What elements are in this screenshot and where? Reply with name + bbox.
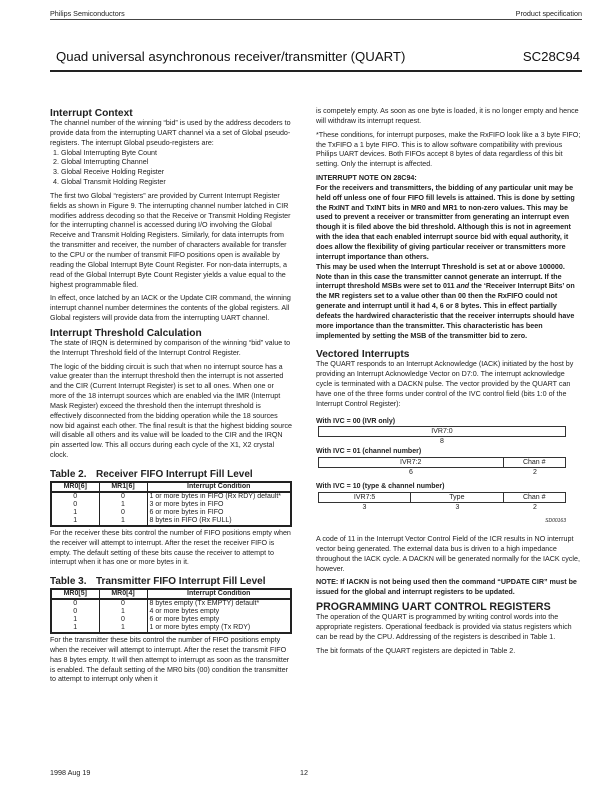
cell: 1: [99, 517, 147, 526]
col-header: Interrupt Condition: [147, 482, 291, 492]
text: the ‘Receiver Interrupt Bits’ on the MR registers set to a value other than 00 then the RxFIFO could not generate and interrupt until it had 4, 6 or 8 bytes. This in effect partially defeats the hardwired characteristic that the receiver interrupts should have more importance than the transmitter. This characteristic has been implemented by setting the MSB of the transmitter bid to zero.: [316, 282, 575, 340]
col-header: MR0[6]: [51, 482, 99, 492]
part-number: SC28C94: [522, 49, 580, 64]
text: This may be used when the Interrupt Threshold is set at or above 100000. Note than in this case the transmitter cannot generate an interrupt. If the interrupt threshold MSBs were set to 011: [316, 262, 565, 291]
col-header: Interrupt Condition: [147, 589, 291, 599]
list-item: 1. Global Interrupting Byte Count: [53, 148, 157, 157]
list-item: 2. Global Interrupting Channel: [53, 158, 149, 167]
cell: 8 bytes empty (Tx EMPTY) default*: [147, 599, 291, 608]
table-row: [51, 509, 291, 517]
paragraph: The QUART responds to an Interrupt Acknowledge (IACK) initiated by the host by providing an Interrupt Acknowledge Vector on D7:0. The interrupt acknowledge cycle is terminated with a DACKN pulse. The vector provided by the QUART can have one of the three forms under control of the IVC control field (bits 1:0 of the Interrupt Control Register):: [316, 360, 574, 408]
bit-widths: [318, 437, 566, 447]
col-header: MR0[4]: [99, 589, 147, 599]
table-row: [51, 517, 291, 526]
header-rule: [50, 19, 582, 20]
cell: 0: [51, 492, 99, 501]
table-row: [51, 599, 291, 608]
cell: 1: [99, 501, 147, 509]
cell: 6 or more bytes in FIFO: [147, 509, 291, 517]
paragraph: The channel number of the winning “bid” is used by the address decoders to provide data from the interrupting UART channel via a set of Global pseudo-registers. The interrupt Global pseudo-registers are:: [50, 119, 291, 147]
paragraph: For the receiver these bits control the number of FIFO positions empty when the receiver will attempt to interrupt. After the reset the receiver FIFO is empty. The default setting of these bits cause the receiver to attempt to interrupt when it has one or more bytes in it.: [50, 528, 291, 567]
ivc-format-10: [318, 492, 566, 503]
note-title: INTERRUPT NOTE ON 28C94:: [316, 174, 417, 183]
bit-count: 3: [455, 504, 460, 512]
cell: 1 or more bytes in FIFO (Rx RDY) default*: [147, 492, 291, 501]
paragraph: The state of IRQN is determined by comparison of the winning “bid” value to the Interrupt Threshold field of the Interrupt Control Register.: [50, 338, 291, 357]
doc-type: Product specification: [515, 9, 582, 18]
paragraph: *These conditions, for interrupt purposes, make the RxFIFO look like a 3 byte FIFO; the TxFIFO a 1 byte FIFO. This is to allow software compatibility with previous Philips UART devices. Both FIFOs accept 8 bytes of data regardless of this bit setting. Only the interrupt is affected.: [316, 130, 581, 169]
cell: 3 or more bytes in FIFO: [147, 501, 291, 509]
cell: 0: [99, 509, 147, 517]
table-row: [51, 616, 291, 624]
ivc-label: With IVC = 01 (channel number): [316, 448, 422, 456]
bit-widths: [318, 468, 566, 478]
col-header: MR1[6]: [99, 482, 147, 492]
table2-title: [50, 470, 292, 480]
ivc-label: With IVC = 00 (IVR only): [316, 417, 396, 425]
table-row: [51, 608, 291, 616]
footer-date: 1998 Aug 19: [50, 768, 91, 777]
field: IVR7:2: [319, 458, 504, 467]
heading-vectored: Vectored Interrupts: [316, 349, 410, 361]
cell: 0: [51, 599, 99, 608]
page-number: 12: [300, 768, 308, 777]
table-row: [51, 501, 291, 509]
table-transmitter-fifo: [50, 588, 292, 634]
page-title: Quad universal asynchronous receiver/transmitter (QUART): [56, 49, 406, 64]
title-rule: [50, 70, 582, 72]
text: and: [456, 282, 470, 291]
note-paragraph: For the receivers and transmitters, the bidding of any particular unit may be held off unless one of four FIFO fill levels is attained. This is done by setting the RxINT and TxINT bits in MR0 and MR1 to non-zero values. This may be used to prevent a receiver or transmitter from generating an interrupt even though it is filed above the bid threshold. Although this is not in agreement with the idea that each enabled interrupt source bid with equal authority, it does allow the flexibility of giving particular receiver or transmitters more interrupt importance than others.: [316, 183, 575, 261]
field: IVR7:5: [319, 493, 411, 502]
table-caption: Receiver FIFO Interrupt Fill Level: [96, 469, 253, 480]
field: Chan #: [522, 459, 546, 467]
bit-count: 8: [440, 438, 444, 446]
paragraph: The operation of the QUART is programmed by writing control words into the appropriate registers. Operational feedback is provided via status registers which can be read by the CPU. Addressing of the registers is described in Table 1.: [316, 613, 572, 641]
field: Type: [411, 493, 503, 502]
list-item: 3. Global Receive Holding Register: [53, 168, 165, 177]
cell: 1: [51, 624, 99, 633]
ivc-label: With IVC = 10 (type & channel number): [316, 483, 445, 491]
bit-count: 2: [533, 504, 537, 512]
table-caption: Transmitter FIFO Interrupt Fill Level: [96, 576, 266, 588]
right-column: [316, 107, 582, 660]
col-header: MR0[5]: [51, 589, 99, 599]
list-item: 4. Global Transmit Holding Register: [53, 178, 166, 187]
paragraph: A code of 11 in the Interrupt Vector Control Field of the ICR results in NO interrupt vector being generated. The external data bus is driven to a high impedance throughout the IACK cycle. A DACKN will be generated normally for the IACK cycle, however.: [316, 535, 580, 573]
paragraph: The first two Global “registers” are provided by Current Interrupt Register fields as shown in Figure 9. The interrupting channel number latched in CIR modifies address decoding so that the Receive or Transmit Holding Register for the interrupting channel is accessed during I/O involving the Global Receive and Transmit Holding Registers. Similarly, for data interrupts from the transmitter and receiver, the number of characters available for transfer to the CPU or the number of transmit FIFO positions open is available by reading the Global Interrupt Byte Count Register. For non-data interrupts, a read of the Global Interrupt Byte Count Register yields a value equal to the highest programmable filed.: [50, 191, 291, 289]
heading-interrupt-context: Interrupt Context: [50, 108, 133, 119]
table-row: [51, 492, 291, 501]
table3-title: [50, 577, 292, 587]
cell: 8 bytes in FIFO (Rx FULL): [147, 517, 291, 526]
table-row: [51, 624, 291, 633]
paragraph: is competely empty. As soon as one byte is loaded, it is no longer empty and hence will withdraw its interrupt request.: [316, 107, 579, 125]
cell: 0: [99, 616, 147, 624]
table-number: Table 2.: [50, 469, 87, 480]
ivc-format-00: [318, 426, 566, 437]
paragraph: The logic of the bidding circuit is such that when no interrupt source has a value greater than the interrupt threshold then the interrupt is not asserted and the CIR (Current Interrupt Register) is set to all ones. When one or more of the 18 interrupt sources which are enabled via the IMR (Interrupt Mask Register) exceed the threshold then the interrupt threshold is effectively disconnected from the bidding operation while the 18 sources now bid against each other. The final result is that the highest bidding source will disable all others and its value will be loaded to the CIR and the IRQN pin asserted low. This all occurs during each cycle of the X1, X2 crystal clock.: [50, 362, 293, 460]
cell: 1: [51, 616, 99, 624]
bit-count: 3: [362, 504, 367, 512]
cell: 1: [51, 517, 99, 526]
heading-threshold: Interrupt Threshold Calculation: [50, 327, 202, 339]
heading-programming: PROGRAMMING UART CONTROL REGISTERS: [316, 601, 551, 614]
cell: 1 or more bytes empty (Tx RDY): [147, 624, 291, 633]
cell: 1: [51, 509, 99, 517]
left-column: [50, 107, 292, 689]
table-receiver-fifo: [50, 481, 292, 527]
register-list: [53, 149, 292, 188]
field: IVR7:0: [431, 428, 453, 436]
figure-code: SD00163: [545, 518, 566, 525]
bit-count: 6: [409, 469, 413, 477]
cell: 0: [51, 501, 99, 509]
cell: 6 or more bytes empty: [147, 616, 291, 624]
bit-count: 2: [533, 469, 537, 477]
bit-widths: [318, 503, 566, 513]
paragraph: In effect, once latched by an IACK or the Update CIR command, the winning interrupt channel number determines the contents of the global registers. All Global registers will provide data from the interrupting UART channel.: [50, 294, 291, 323]
note-paragraph: [316, 263, 582, 342]
cell: 4 or more bytes empty: [147, 608, 291, 616]
cell: 1: [99, 624, 147, 633]
cell: 0: [99, 492, 147, 501]
cell: 0: [99, 599, 147, 608]
paragraph: The bit formats of the QUART registers are depicted in Table 2.: [316, 646, 516, 655]
cell: 1: [99, 608, 147, 616]
paragraph: For the transmitter these bits control the number of FIFO positions empty when the receiver will attempt to interrupt. After the reset the transmit FIFO has 8 bytes empty. It will then attempt to interrupt as soon as the transmitter is enabled. The default setting of the MR0 bits (00) condition the transmitter to attempt to interrupt only when it: [50, 636, 290, 684]
company-name: Philips Semiconductors: [50, 9, 125, 18]
field: Chan #: [522, 494, 546, 502]
table-number: Table 3.: [50, 576, 87, 588]
cell: 0: [51, 608, 99, 616]
note-paragraph: NOTE: If IACKN is not being used then the command “UPDATE CIR” must be issued for the global and interrupt registers to be updated.: [316, 578, 577, 597]
ivc-format-01: [318, 457, 566, 468]
